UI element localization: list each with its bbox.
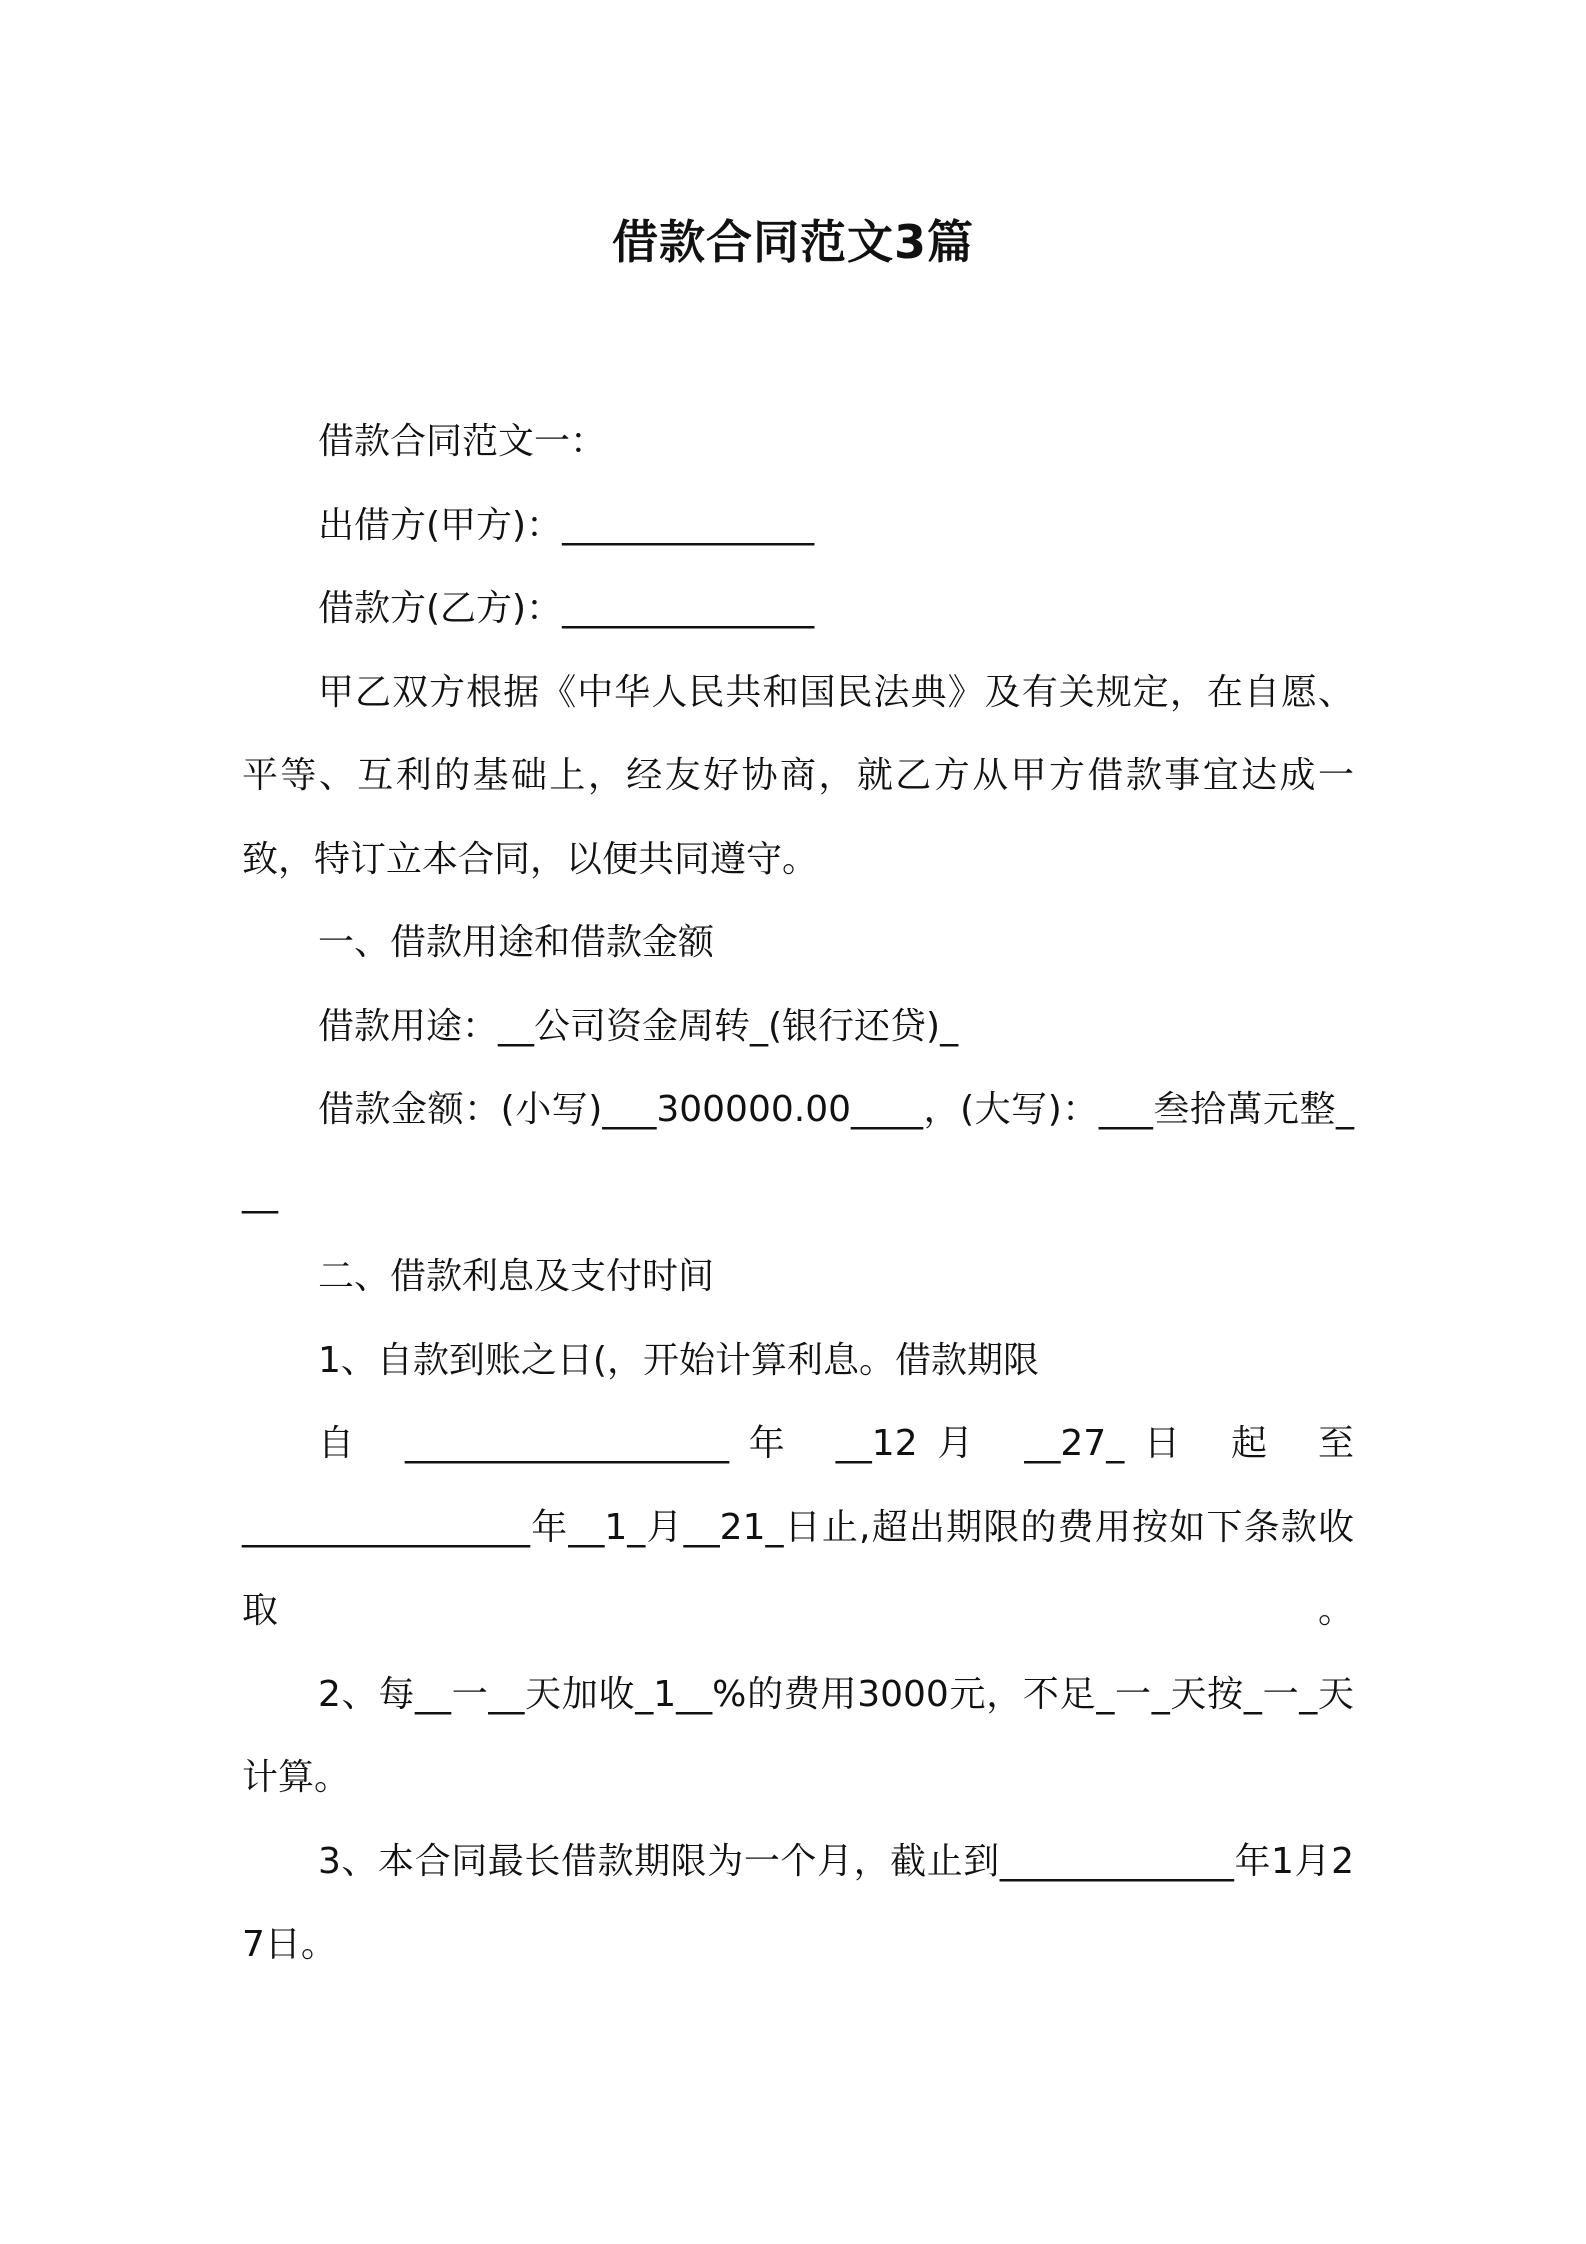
borrower-line: 借款方(乙方)：______________ (318, 588, 815, 629)
lender-line: 出借方(甲方)：______________ (318, 504, 815, 546)
interest-item-1: 1、自款到账之日(，开始计算利息。借款期限 (318, 1339, 1039, 1381)
section-heading-contract-one: 借款合同范文一： (318, 421, 607, 462)
document-body (242, 400, 1354, 1987)
loan-amount-line: 借款金额：(小写)___300000.00____，(大写)：___叁拾萬元整___ (242, 1089, 1354, 1214)
interest-item-3: 3、本合同最长借款期限为一个月，截止到_____________年1月27日。 (242, 1840, 1354, 1965)
interest-item-2: 2、每__一__天加收_1__%的费用3000元，不足_一_天按_一_天计算。 (242, 1673, 1354, 1798)
loan-period-line: 自 __________________年 __12月 __27_日 起 至 ________________年__1_月__21_日止,超出期限的费用按如下条款收取。 (242, 1423, 1354, 1631)
clause-heading-purpose-amount: 一、借款用途和借款金额 (318, 922, 715, 963)
document-title: 借款合同范文3篇 (611, 215, 974, 269)
clause-heading-interest: 二、借款利息及支付时间 (318, 1256, 715, 1297)
preamble-paragraph: 甲乙双方根据《中华人民共和国民法典》及有关规定，在自愿、平等、互利的基础上，经友好协商，就乙方从甲方借款事宜达成一致，特订立本合同，以便共同遵守。 (242, 671, 1354, 880)
loan-purpose-line: 借款用途：__公司资金周转_(银行还贷)_ (318, 1005, 959, 1047)
